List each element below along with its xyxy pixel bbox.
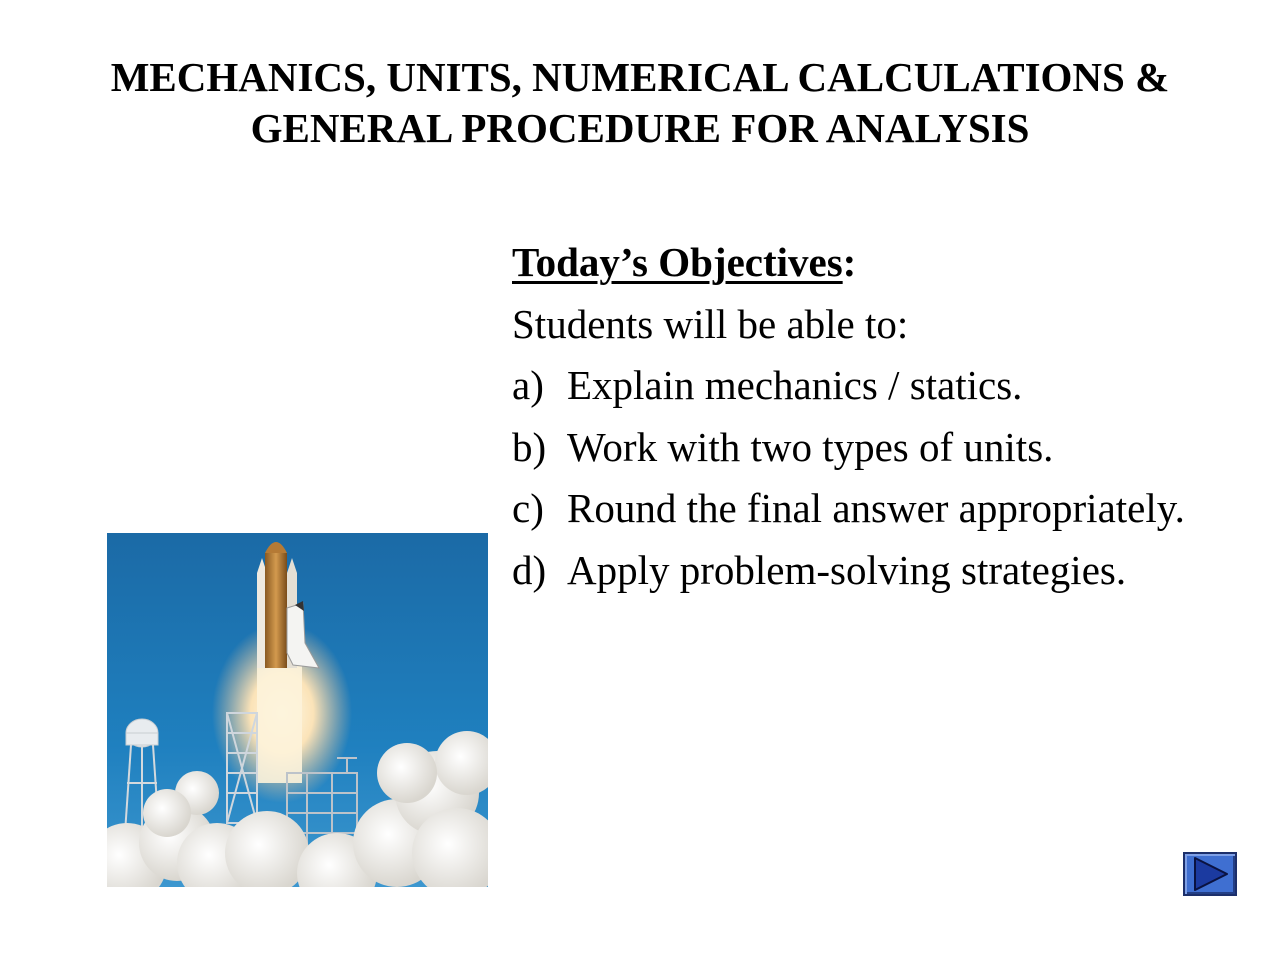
objectives-list (512, 355, 1252, 601)
objective-item-a (512, 355, 1252, 417)
objectives-heading-text: Today’s Objectives (512, 239, 843, 285)
title-line-2: GENERAL PROCEDURE FOR ANALYSIS (250, 105, 1030, 151)
objective-text: Work with two types of units. (567, 423, 1054, 470)
shuttle-launch-photo (107, 533, 488, 887)
objective-marker: d) (512, 546, 547, 593)
objectives-heading (512, 232, 1252, 294)
title-line-1: MECHANICS, UNITS, NUMERICAL CALCULATIONS & (110, 54, 1170, 100)
objective-text: Apply problem-solving strategies. (567, 546, 1127, 593)
objective-text: Explain mechanics / statics. (567, 362, 1023, 408)
objective-item-c (512, 478, 1252, 540)
play-triangle-icon (1185, 854, 1235, 894)
objectives-block (512, 232, 1252, 601)
objectives-heading-colon: : (842, 239, 857, 285)
objective-marker: c) (512, 485, 544, 531)
objectives-intro: Students will be able to: (512, 300, 909, 347)
objective-item-b (512, 417, 1252, 479)
objective-item-d (512, 540, 1252, 602)
objective-text: Round the final answer appropriately. (567, 485, 1185, 531)
objective-marker: b) (512, 423, 547, 470)
slide-title (40, 52, 1240, 154)
next-slide-button[interactable] (1183, 852, 1237, 896)
objective-marker: a) (512, 362, 544, 408)
